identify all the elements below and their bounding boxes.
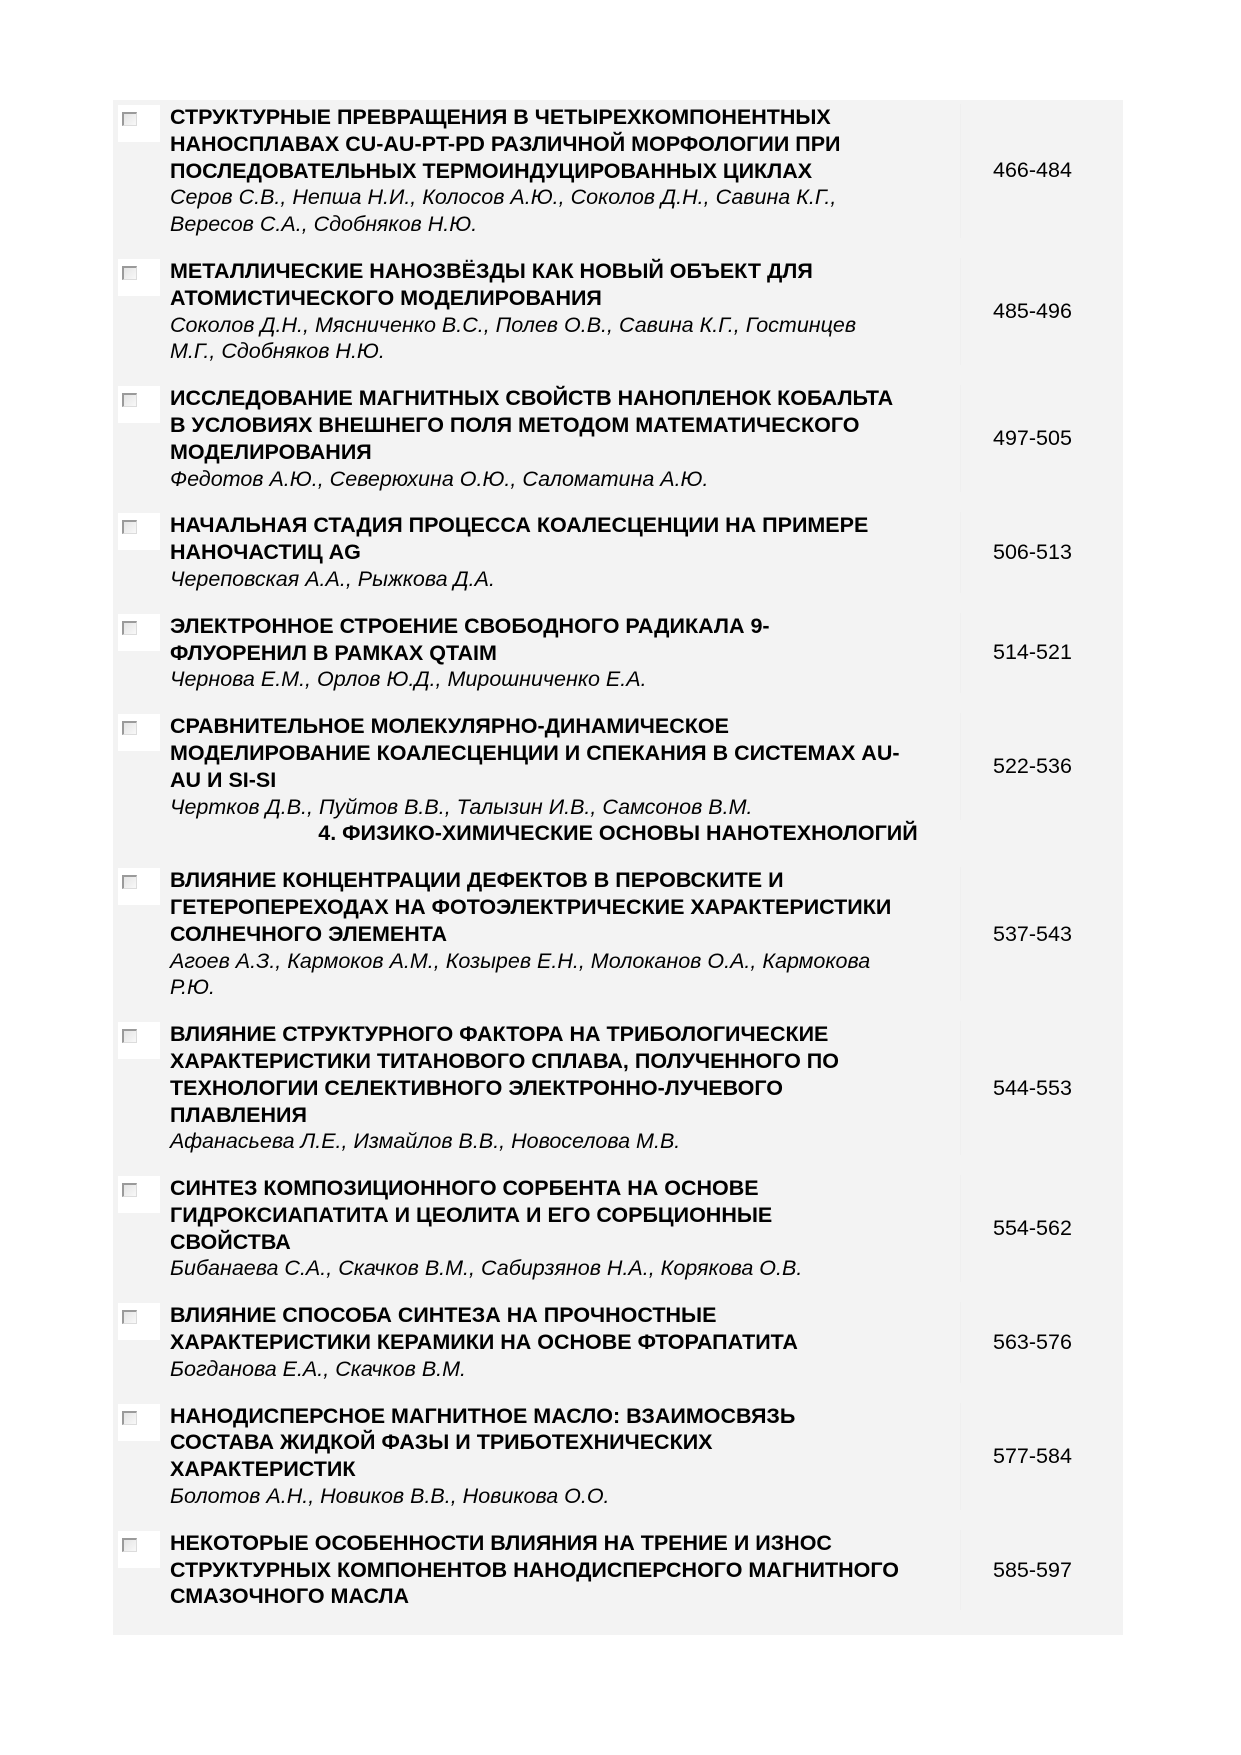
- article-authors-line: Агоев А.З., Кармоков А.М., Козырев Е.Н., Молоканов О.А., Кармокова: [170, 948, 871, 973]
- checkbox-cell: [113, 613, 170, 693]
- article-authors-line: Серов С.В., Непша Н.И., Колосов А.Ю., Соколов Д.Н., Савина К.Г.,: [170, 185, 837, 210]
- article-title-line[interactable]: МОДЕЛИРОВАНИЯ: [170, 439, 372, 464]
- article-title-line[interactable]: ХАРАКТЕРИСТИКИ КЕРАМИКИ НА ОСНОВЕ ФТОРАПАТИТА: [170, 1330, 798, 1355]
- entry-text: [170, 104, 960, 238]
- page-range: 563-576: [960, 1302, 1123, 1382]
- article-title-line[interactable]: АТОМИСТИЧЕСКОГО МОДЕЛИРОВАНИЯ: [170, 285, 602, 310]
- checkbox[interactable]: [122, 1183, 137, 1197]
- toc-entry: [113, 613, 1123, 713]
- page-range: 544-553: [960, 1021, 1123, 1155]
- checkbox-cell: [113, 1530, 170, 1610]
- entries-group-before: [113, 104, 1123, 820]
- page-range: 522-536: [960, 713, 1123, 820]
- checkbox-frame: [118, 1176, 160, 1213]
- article-title-line[interactable]: СТРУКТУРНЫЕ ПРЕВРАЩЕНИЯ В ЧЕТЫРЕХКОМПОНЕНТНЫХ: [170, 105, 831, 129]
- checkbox-frame: [118, 259, 160, 296]
- checkbox-frame: [118, 714, 160, 751]
- article-title-line[interactable]: ВЛИЯНИЕ КОНЦЕНТРАЦИИ ДЕФЕКТОВ В ПЕРОВСКИТЕ И: [170, 868, 784, 893]
- article-title-line[interactable]: СРАВНИТЕЛЬНОЕ МОЛЕКУЛЯРНО-ДИНАМИЧЕСКОЕ: [170, 714, 729, 739]
- article-title-line[interactable]: СМАЗОЧНОГО МАСЛА: [170, 1584, 410, 1609]
- article-title-line[interactable]: ТЕХНОЛОГИИ СЕЛЕКТИВНОГО ЭЛЕКТРОННО-ЛУЧЕВОГО: [170, 1075, 783, 1100]
- checkbox-cell: [113, 867, 170, 1001]
- article-title-line[interactable]: СОЛНЕЧНОГО ЭЛЕМЕНТА: [170, 921, 448, 946]
- article-title-line[interactable]: МОДЕЛИРОВАНИЕ КОАЛЕСЦЕНЦИИ И СПЕКАНИЯ В СИСТЕМАХ AU-: [170, 740, 900, 765]
- checkbox-frame: [118, 105, 160, 142]
- article-title-line[interactable]: СОСТАВА ЖИДКОЙ ФАЗЫ И ТРИБОТЕХНИЧЕСКИХ: [170, 1430, 713, 1455]
- toc-entry: [113, 1302, 1123, 1402]
- checkbox-frame: [118, 1022, 160, 1059]
- article-authors-line: Болотов А.Н., Новиков В.В., Новикова О.О.: [170, 1484, 610, 1509]
- checkbox-cell: [113, 104, 170, 238]
- article-title-line[interactable]: ПЛАВЛЕНИЯ: [170, 1102, 307, 1127]
- checkbox[interactable]: [122, 1310, 137, 1324]
- article-authors-line: Вересов С.А., Сдобняков Н.Ю.: [170, 212, 478, 237]
- toc-entry: [113, 867, 1123, 1021]
- checkbox-frame: [118, 1303, 160, 1340]
- article-title-line[interactable]: ХАРАКТЕРИСТИК: [170, 1457, 356, 1482]
- article-title-line[interactable]: СВОЙСТВА: [170, 1229, 291, 1254]
- entry-text: [170, 867, 960, 1001]
- checkbox[interactable]: [122, 1538, 137, 1552]
- checkbox-cell: [113, 1021, 170, 1155]
- checkbox[interactable]: [122, 875, 137, 889]
- checkbox-cell: [113, 1403, 170, 1510]
- article-authors-line: Федотов А.Ю., Северюхина О.Ю., Саломатина А.Ю.: [170, 466, 709, 491]
- checkbox-cell: [113, 258, 170, 365]
- article-title-line[interactable]: МЕТАЛЛИЧЕСКИЕ НАНОЗВЁЗДЫ КАК НОВЫЙ ОБЪЕКТ ДЛЯ: [170, 258, 813, 283]
- checkbox-cell: [113, 385, 170, 492]
- entry-text: [170, 1403, 960, 1510]
- entry-text: [170, 613, 960, 693]
- article-title-line[interactable]: ИССЛЕДОВАНИЕ МАГНИТНЫХ СВОЙСТВ НАНОПЛЕНОК КОБАЛЬТА: [170, 386, 894, 411]
- checkbox[interactable]: [122, 266, 137, 280]
- page-range: 466-484: [960, 104, 1123, 238]
- checkbox[interactable]: [122, 1029, 137, 1043]
- page-range: 485-496: [960, 258, 1123, 365]
- page-range: 585-597: [960, 1530, 1123, 1610]
- checkbox-cell: [113, 1175, 170, 1282]
- toc-entry: [113, 1021, 1123, 1175]
- article-authors-line: Череповская А.А., Рыжкова Д.А.: [170, 566, 495, 591]
- toc-entry: [113, 713, 1123, 820]
- article-title-line[interactable]: НЕКОТОРЫЕ ОСОБЕННОСТИ ВЛИЯНИЯ НА ТРЕНИЕ И ИЗНОС: [170, 1530, 832, 1555]
- page-range: 514-521: [960, 613, 1123, 693]
- page-range: 537-543: [960, 867, 1123, 1001]
- entries-group-after: [113, 867, 1123, 1610]
- checkbox[interactable]: [122, 393, 137, 407]
- article-title-line[interactable]: ГЕТЕРОПЕРЕХОДАХ НА ФОТОЭЛЕКТРИЧЕСКИЕ ХАРАКТЕРИСТИКИ: [170, 894, 892, 919]
- article-authors-line: Афанасьева Л.Е., Измайлов В.В., Новоселова М.В.: [170, 1129, 681, 1154]
- toc-entry: [113, 1530, 1123, 1610]
- article-title-line[interactable]: НАЧАЛЬНАЯ СТАДИЯ ПРОЦЕССА КОАЛЕСЦЕНЦИИ НА ПРИМЕРЕ: [170, 513, 869, 538]
- article-title-line[interactable]: ПОСЛЕДОВАТЕЛЬНЫХ ТЕРМОИНДУЦИРОВАННЫХ ЦИКЛАХ: [170, 158, 813, 183]
- toc-entry: [113, 1403, 1123, 1530]
- checkbox-cell: [113, 1302, 170, 1382]
- article-title-line[interactable]: НАНОЧАСТИЦ AG: [170, 540, 361, 565]
- article-title-line[interactable]: ВЛИЯНИЕ СПОСОБА СИНТЕЗА НА ПРОЧНОСТНЫЕ: [170, 1303, 717, 1328]
- toc-entry: [113, 385, 1123, 512]
- article-authors-line: Бибанаева С.А., Скачков В.М., Сабирзянов Н.А., Корякова О.В.: [170, 1256, 803, 1281]
- checkbox[interactable]: [122, 112, 137, 126]
- article-title-line[interactable]: СИНТЕЗ КОМПОЗИЦИОННОГО СОРБЕНТА НА ОСНОВЕ: [170, 1176, 759, 1201]
- article-title-line[interactable]: ХАРАКТЕРИСТИКИ ТИТАНОВОГО СПЛАВА, ПОЛУЧЕННОГО ПО: [170, 1048, 839, 1073]
- article-title-line[interactable]: ЭЛЕКТРОННОЕ СТРОЕНИЕ СВОБОДНОГО РАДИКАЛА 9-: [170, 613, 770, 638]
- checkbox[interactable]: [122, 520, 137, 534]
- checkbox-frame: [118, 513, 160, 550]
- article-authors-line: Соколов Д.Н., Мясниченко В.С., Полев О.В., Савина К.Г., Гостинцев: [170, 312, 857, 337]
- checkbox-frame: [118, 386, 160, 423]
- article-authors-line: Чернова Е.М., Орлов Ю.Д., Мирошниченко Е.А.: [170, 667, 647, 692]
- entry-text: [170, 1021, 960, 1155]
- entry-text: [170, 1530, 960, 1610]
- checkbox-cell: [113, 512, 170, 592]
- checkbox-cell: [113, 713, 170, 820]
- article-title-line[interactable]: СТРУКТУРНЫХ КОМПОНЕНТОВ НАНОДИСПЕРСНОГО МАГНИТНОГО: [170, 1557, 900, 1582]
- entry-text: [170, 1302, 960, 1382]
- page-range: 506-513: [960, 512, 1123, 592]
- article-title-line[interactable]: ФЛУОРЕНИЛ В РАМКАХ QTAIM: [170, 640, 497, 665]
- toc-entry: [113, 512, 1123, 612]
- checkbox[interactable]: [122, 721, 137, 735]
- article-authors-line: Р.Ю.: [170, 975, 215, 1000]
- checkbox[interactable]: [122, 1411, 137, 1425]
- entry-text: [170, 713, 960, 820]
- checkbox[interactable]: [122, 621, 137, 635]
- page-range: 554-562: [960, 1175, 1123, 1282]
- article-authors-line: Богданова Е.А., Скачков В.М.: [170, 1356, 467, 1381]
- entry-text: [170, 385, 960, 492]
- toc-entry: [113, 1175, 1123, 1302]
- article-title-line[interactable]: НАНОСПЛАВАХ CU-AU-PT-PD РАЗЛИЧНОЙ МОРФОЛОГИИ ПРИ: [170, 131, 841, 156]
- article-title-line[interactable]: AU И SI-SI: [170, 767, 277, 792]
- checkbox-frame: [118, 1404, 160, 1441]
- toc-entry: [113, 104, 1123, 258]
- section-heading: 4. ФИЗИКО-ХИМИЧЕСКИЕ ОСНОВЫ НАНОТЕХНОЛОГИЙ: [318, 821, 918, 846]
- article-title-line[interactable]: НАНОДИСПЕРСНОЕ МАГНИТНОЕ МАСЛО: ВЗАИМОСВЯЗЬ: [170, 1403, 796, 1428]
- article-title-line[interactable]: В УСЛОВИЯХ ВНЕШНЕГО ПОЛЯ МЕТОДОМ МАТЕМАТИЧЕСКОГО: [170, 412, 860, 437]
- page-range: 577-584: [960, 1403, 1123, 1510]
- entry-text: [170, 1175, 960, 1282]
- article-title-line[interactable]: ГИДРОКСИАПАТИТА И ЦЕОЛИТА И ЕГО СОРБЦИОННЫЕ: [170, 1202, 773, 1227]
- entry-text: [170, 512, 960, 592]
- article-title-line[interactable]: ВЛИЯНИЕ СТРУКТУРНОГО ФАКТОРА НА ТРИБОЛОГИЧЕСКИЕ: [170, 1022, 829, 1047]
- checkbox-frame: [118, 614, 160, 651]
- entry-text: [170, 258, 960, 365]
- checkbox-frame: [118, 1531, 160, 1568]
- article-authors-line: М.Г., Сдобняков Н.Ю.: [170, 339, 385, 364]
- table-of-contents: [113, 100, 1123, 1635]
- checkbox-frame: [118, 868, 160, 905]
- toc-entry: [113, 258, 1123, 385]
- page-range: 497-505: [960, 385, 1123, 492]
- article-authors-line: Чертков Д.В., Пуйтов В.В., Талызин И.В., Самсонов В.М.: [170, 794, 753, 819]
